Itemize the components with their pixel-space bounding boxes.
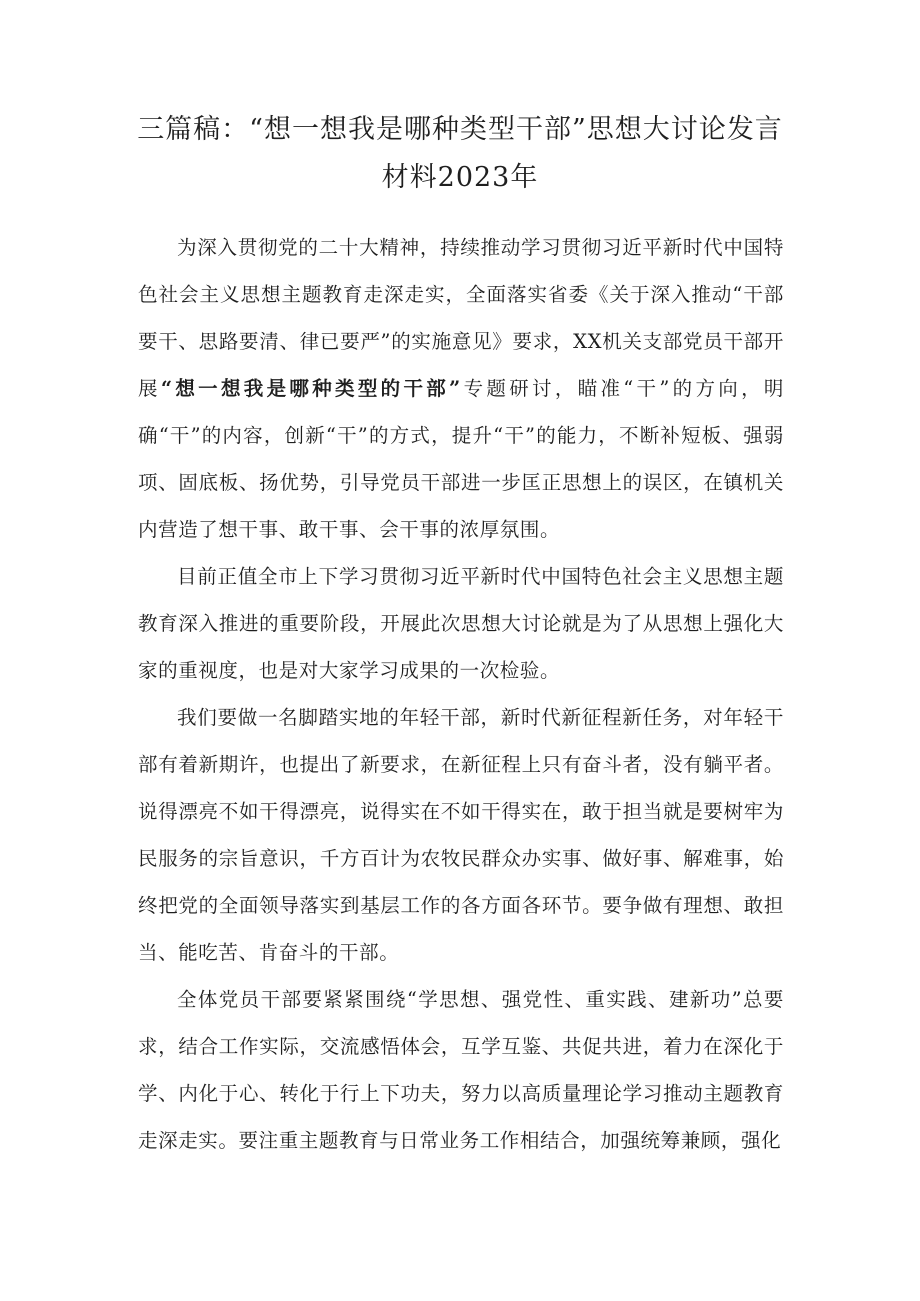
- paragraph-1-lead: 为深入贯彻党的二十大精神，持续推动学习贯彻习近平新时代中国特色社会主义思想主题教育走深走实，全面落实省委《关于深入推动“干部要干、思路要清、律已要严”的实施意见》要求，XX机关支部党员干部开展: [138, 236, 784, 400]
- document-body: [138, 224, 784, 1164]
- paragraph-1-rest: 专题研讨，瞄准“干”的方向，明确“干”的内容，创新“干”的方式，提升“干”的能力，不断补短板、强弱项、固底板、扬优势，引导党员干部进一步匡正思想上的误区，在镇机关内营造了想干事、敢干事、会干事的浓厚氛围。: [138, 377, 784, 541]
- paragraph-2: 目前正值全市上下学习贯彻习近平新时代中国特色社会主义思想主题教育深入推进的重要阶段，开展此次思想大讨论就是为了从思想上强化大家的重视度，也是对大家学习成果的一次检验。: [138, 565, 784, 682]
- paragraph-4: 全体党员干部要紧紧围绕“学思想、强党性、重实践、建新功”总要求，结合工作实际，交流感悟体会，互学互鉴、共促共进，着力在深化于学、内化于心、转化于行上下功夫，努力以高质量理论学习推动主题教育走深走实。要注重主题教育与日常业务工作相结合，加强统筹兼顾，强化: [138, 988, 784, 1152]
- paragraph-1: [138, 224, 784, 553]
- paragraph-3: 我们要做一名脚踏实地的年轻干部，新时代新征程新任务，对年轻干部有着新期许，也提出了新要求，在新征程上只有奋斗者，没有躺平者。说得漂亮不如干得漂亮，说得实在不如干得实在，敢于担当就是要树牢为民服务的宗旨意识，千方百计为农牧民群众办实事、做好事、解难事，始终把党的全面领导落实到基层工作的各方面各环节。要争做有理想、敢担当、能吃苦、肯奋斗的干部。: [138, 706, 784, 964]
- document-title: 三篇稿：“想一想我是哪种类型干部”思想大讨论发言材料2023年: [137, 114, 783, 193]
- paragraph-1-emphasis: “想一想我是哪种类型的干部”: [160, 377, 461, 400]
